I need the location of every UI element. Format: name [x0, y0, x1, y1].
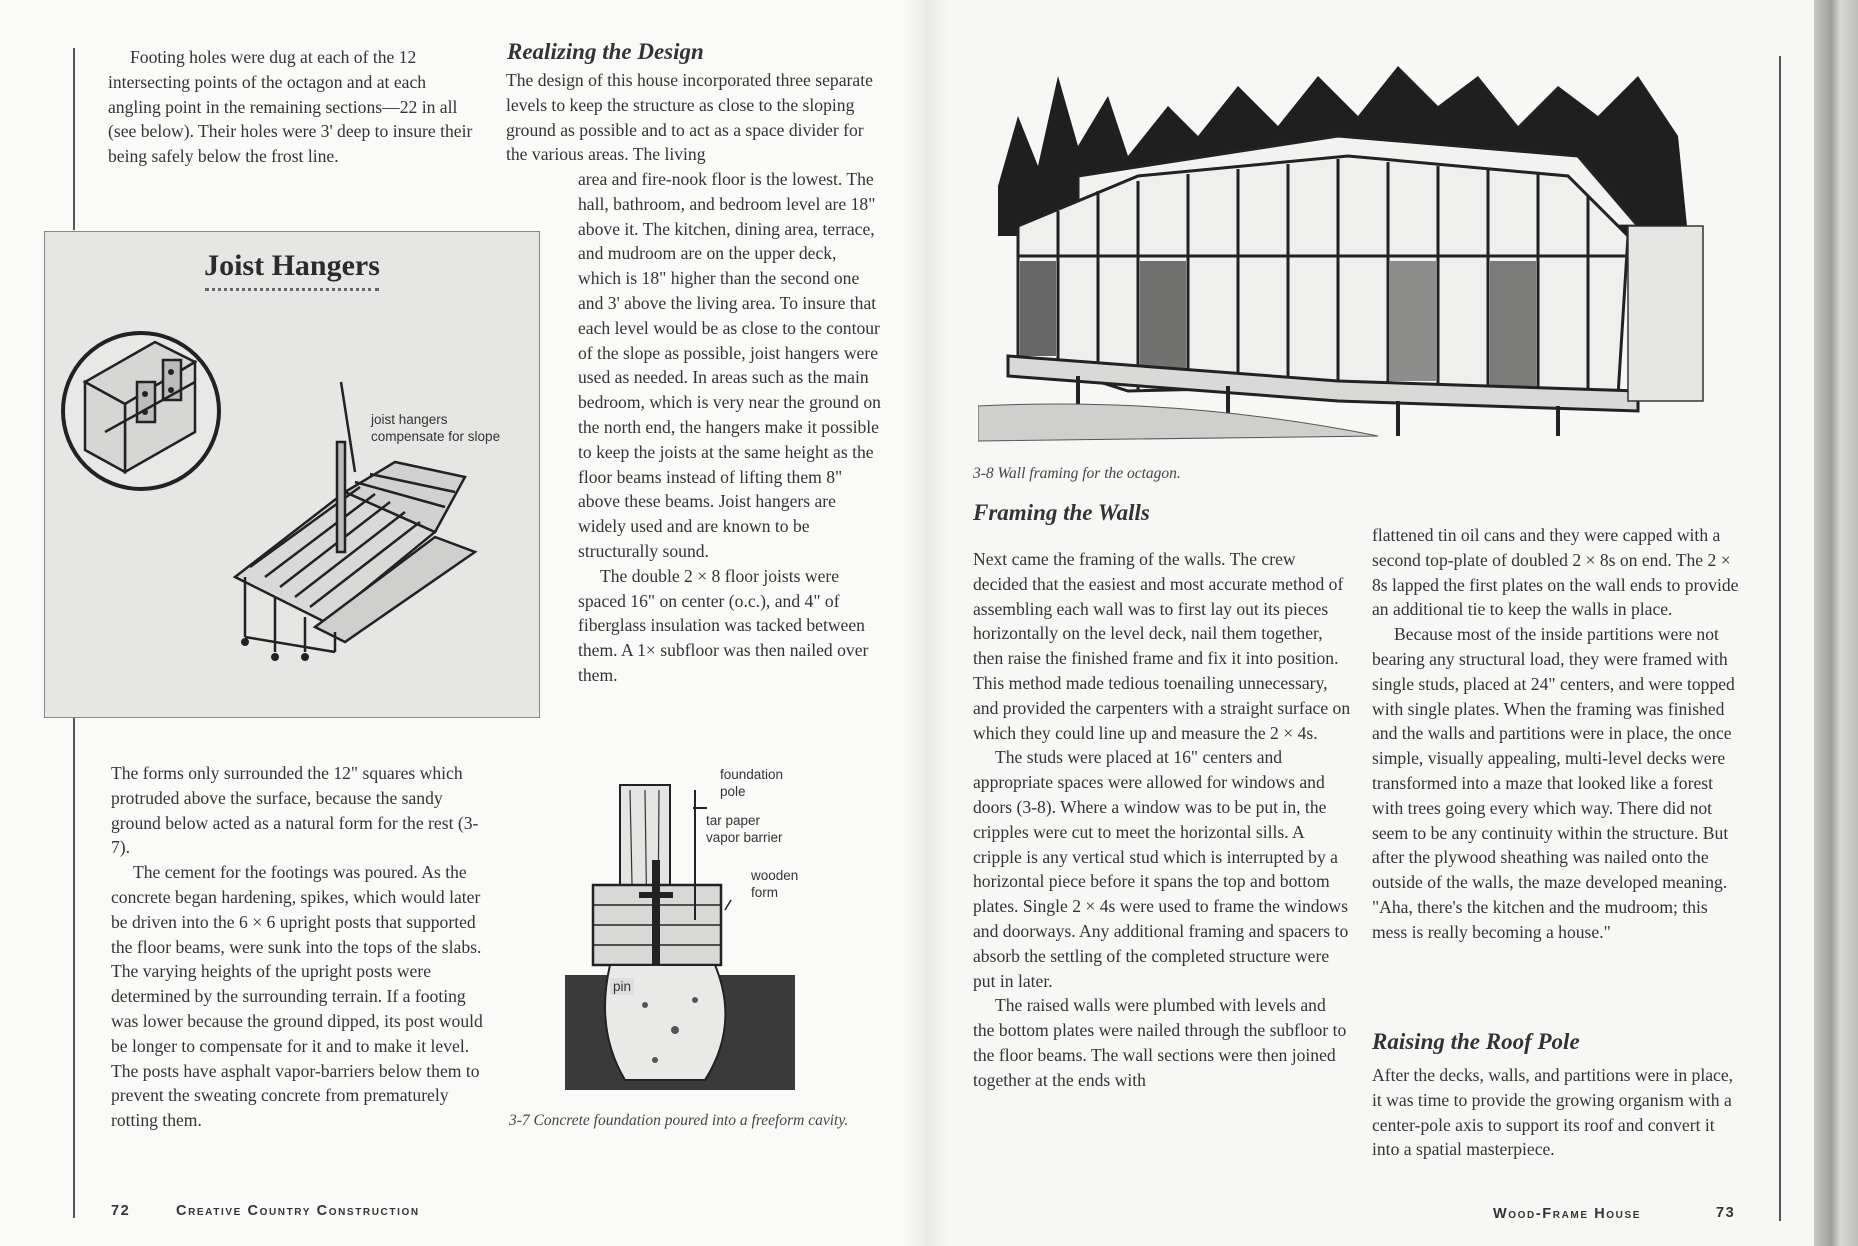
sidebar-title: Joist Hangers: [204, 249, 380, 282]
forms-paragraph: The forms only surrounded the 12" squares which protruded above the surface, because the sandy ground below acted as a natural form for the rest (3-7).: [111, 763, 479, 858]
joist-hangers-label: joist hangers compensate for slope: [371, 412, 501, 444]
joist-hanger-illustration: [45, 232, 539, 717]
book-gutter: [904, 0, 948, 1246]
heading-realizing-the-design: Realizing the Design: [507, 39, 704, 64]
heading-framing-the-walls: Framing the Walls: [973, 500, 1150, 525]
foundation-pole-label: foundation pole: [720, 767, 784, 799]
page-stack-edge: [1814, 0, 1858, 1246]
concrete-foundation-illustration: [555, 760, 845, 1100]
figure-3-8-caption: 3-8 Wall framing for the octagon.: [973, 465, 1181, 482]
right-page-number: 73: [1716, 1205, 1736, 1221]
left-col1-bottom: [111, 761, 483, 1133]
left-page-number: 72: [111, 1203, 131, 1219]
wooden-form-label: wooden form: [751, 868, 799, 900]
levels-paragraph: area and fire-nook floor is the lowest. The hall, bathroom, and bedroom level are 18" above it. The kitchen, dining area, terrace, and mudroom are on the upper deck, which is 18" higher than the second one and 3' above the living area. To insure that each level would be as close to the contour of the slope as possible, joist hangers were used as needed. In areas such as the main bedroom, which is very near the ground on the north end, the hangers make it possible to keep the joists at the same height as the floor beams instead of lifting them 8" above these beams. Joist hangers are widely used and are known to be structurally sound.: [578, 169, 881, 561]
octagon-wall-framing-illustration: [978, 56, 1708, 446]
framing-paragraph-3: The raised walls were plumbed with levels and the bottom plates were nailed through the subfloor to the floor beams. The wall sections were then joined together at the ends with: [973, 995, 1347, 1090]
cement-paragraph: The cement for the footings was poured. As the concrete began hardening, spikes, which would later be driven into the 6 × 6 upright posts that supported the floor beams, were sunk into the tops of the slabs. The varying heights of the upright posts were determined by the surrounding terrain. If a footing was lower because the ground dipped, its post would be longer to compensate for it and to make it level. The posts have asphalt vapor-barriers below them to prevent the sweating concrete from prematurely rotting them.: [111, 862, 483, 1131]
joist-hangers-sidebar: [44, 231, 540, 718]
partitions-paragraph: Because most of the inside partitions were not bearing any structural load, they were framed with single studs, placed at 24" centers, and were topped with single plates. When the framing was finished and the walls and partitions were in place, the once simple, visually appealing, multi-level decks were transformed into a maze that looked like a forest with trees going every which way. There did not seem to be any continuity within the structure. But after the plywood sheathing was nailed onto the outside of the walls, the maze developed meaning. "Aha, there's the kitchen and the mudroom; this mess is really becoming a house.": [1372, 624, 1735, 942]
right-running-head: Wood-Frame House: [1493, 1206, 1642, 1222]
right-col2: [1372, 523, 1742, 945]
pin-label: pin: [610, 978, 634, 995]
left-col1-top-paragraph: Footing holes were dug at each of the 12 intersecting points of the octagon and at each angling point in the remaining sections—22 in all (see below). Their holes were 3' deep to insure their being safely below the frost line.: [108, 47, 473, 167]
left-col2-wide-text: The design of this house incorporated three separate levels to keep the structure as close to the sloping ground as possible and to act as a space divider for the various areas. The living: [506, 70, 873, 165]
left-margin-rule-top: [73, 48, 75, 230]
tin-cans-paragraph: flattened tin oil cans and they were capped with a second top-plate of doubled 2 × 8s on end. The 2 × 8s lapped the first plates on the wall ends to provide an additional tie to keep the walls in place.: [1372, 525, 1739, 620]
left-margin-rule-bottom: [73, 716, 75, 1218]
left-running-head: Creative Country Construction: [176, 1203, 420, 1219]
tar-paper-label: tar paper vapor barrier: [706, 813, 783, 845]
framing-paragraph-2: The studs were placed at 16" centers and appropriate spaces were allowed for windows and doors (3-8). Where a window was to be put in, the cripples were cut to meet the horizontal sills. A cripple is any vertical stud which is interrupted by a horizontal piece before it spans the top and bottom plates. Single 2 × 4s were used to frame the windows and doorways. Any additional framing and spacers to absorb the settling of the completed structure were put in later.: [973, 747, 1349, 991]
framing-paragraph-1: Next came the framing of the walls. The crew decided that the easiest and most accurate method of assembling each wall was to first lay out its pieces horizontally on the level deck, nail them together, then raise the finished frame and fix it into position. This method made tedious toenailing unnecessary, and provided the carpenters with a straight surface on which they could line up and measure the 2 × 4s.: [973, 549, 1351, 743]
heading-raising-the-roof-pole: Raising the Roof Pole: [1372, 1029, 1580, 1054]
right-col1: [973, 547, 1351, 1093]
floor-joists-paragraph: The double 2 × 8 floor joists were spaced 16" on center (o.c.), and 4" of fiberglass insulation was tacked between them. A 1× subfloor was then nailed over them.: [578, 565, 869, 685]
right-margin-rule: [1779, 56, 1781, 1221]
left-col2-narrow: [578, 167, 883, 688]
roof-pole-paragraph: After the decks, walls, and partitions were in place, it was time to provide the growing organism with a center-pole axis to support its roof and convert it into a spatial masterpiece.: [1372, 1065, 1734, 1160]
figure-3-7-caption: 3-7 Concrete foundation poured into a freeform cavity.: [509, 1112, 849, 1129]
